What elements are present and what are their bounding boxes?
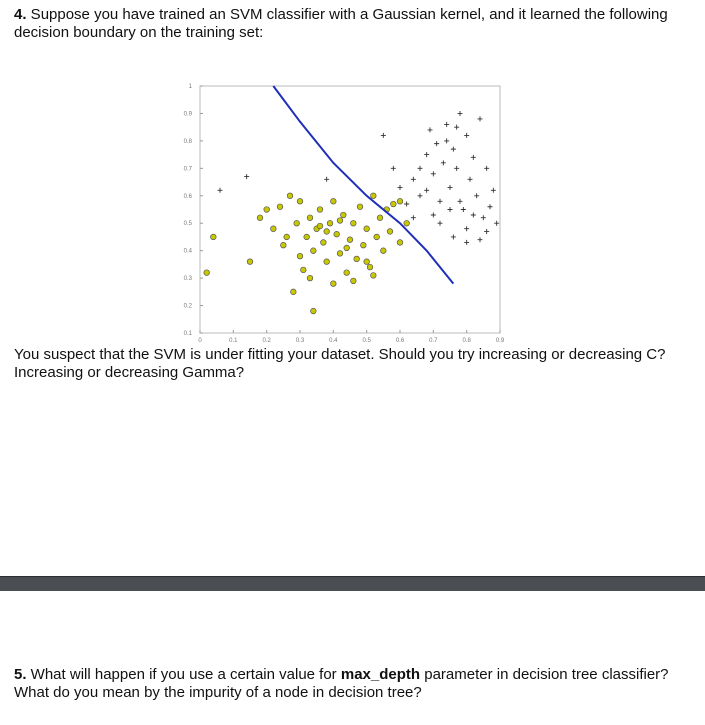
class-plus-point (484, 229, 489, 234)
class-o-point (304, 234, 310, 240)
class-o-point (301, 267, 307, 273)
class-plus-point (488, 204, 493, 209)
class-o-point (281, 242, 287, 248)
class-plus-point (418, 193, 423, 198)
class-plus-point (478, 237, 483, 242)
class-plus-points (218, 111, 500, 245)
class-plus-point (418, 166, 423, 171)
class-plus-point (404, 202, 409, 207)
class-o-point (337, 251, 343, 257)
class-o-point (277, 204, 283, 210)
class-o-point (331, 281, 337, 287)
plot-axes (200, 86, 500, 333)
class-o-point (364, 259, 370, 265)
y-tick-label: 0.1 (183, 331, 192, 337)
y-tick-label: 0.5 (183, 221, 192, 228)
class-o-point (404, 220, 410, 226)
class-o-point (324, 259, 330, 265)
page-divider (0, 576, 705, 591)
class-o-point (311, 248, 317, 254)
class-o-point (341, 212, 347, 218)
class-o-point (264, 207, 270, 213)
class-plus-point (471, 212, 476, 217)
class-plus-point (458, 199, 463, 204)
class-o-point (294, 220, 300, 226)
class-o-point (331, 198, 337, 204)
class-o-point (344, 270, 350, 276)
class-o-point (284, 234, 290, 240)
y-tick-label: 0.4 (183, 248, 192, 255)
class-o-point (291, 289, 297, 295)
x-tick-label: 0.9 (495, 338, 505, 344)
class-o-point (377, 215, 383, 221)
class-o-point (374, 234, 380, 240)
x-tick-labels (198, 338, 505, 344)
x-tick-label: 0.5 (362, 338, 371, 344)
class-o-point (361, 242, 367, 248)
class-plus-point (454, 125, 459, 130)
class-plus-point (431, 212, 436, 217)
x-tick-label: 0.7 (429, 338, 438, 344)
class-o-point (357, 204, 363, 210)
question-4 (14, 6, 674, 42)
class-o-point (364, 226, 370, 232)
y-tick-label: 0.9 (183, 111, 192, 118)
class-plus-point (454, 166, 459, 171)
class-plus-point (468, 177, 473, 182)
class-plus-point (424, 188, 429, 193)
class-o-point (297, 253, 303, 259)
class-o-point (367, 264, 373, 270)
class-o-point (371, 193, 377, 199)
class-plus-point (464, 133, 469, 138)
class-o-point (317, 223, 323, 229)
class-plus-point (444, 138, 449, 143)
question-5-bold-term: max_depth (340, 666, 421, 683)
class-o-point (397, 240, 403, 246)
y-tick-label: 0.2 (183, 303, 192, 310)
class-o-point (371, 273, 377, 279)
class-o-points (204, 193, 410, 314)
class-o-point (307, 215, 313, 221)
class-plus-point (491, 188, 496, 193)
class-o-point (347, 237, 353, 243)
class-plus-point (411, 215, 416, 220)
class-plus-point (218, 188, 223, 193)
class-plus-point (411, 177, 416, 182)
class-plus-point (484, 166, 489, 171)
class-plus-point (398, 185, 403, 190)
class-o-point (327, 220, 333, 226)
question-4-text: Suppose you have trained an SVM classifier with a Gaussian kernel, and it learned the following decision boundary on the training set: (14, 6, 668, 41)
class-o-point (337, 218, 343, 224)
class-o-point (351, 220, 357, 226)
class-plus-point (428, 127, 433, 132)
y-tick-labels (184, 84, 193, 337)
class-plus-point (444, 122, 449, 127)
question-5-number: 5. (14, 666, 27, 683)
x-tick-label: 0.8 (462, 338, 471, 344)
plot-frame (200, 86, 500, 333)
class-plus-point (244, 174, 249, 179)
class-plus-point (434, 141, 439, 146)
class-o-point (287, 193, 293, 199)
class-o-point (247, 259, 253, 265)
class-o-point (351, 278, 357, 284)
question-5-text-before: What will happen if you use a certain value for (26, 666, 341, 683)
y-tick-label: 0.7 (183, 166, 192, 173)
y-tick-label: 1 (188, 84, 192, 90)
class-o-point (311, 308, 317, 314)
class-plus-point (438, 221, 443, 226)
x-tick-label: 0.2 (262, 338, 271, 344)
class-plus-point (461, 207, 466, 212)
class-o-point (381, 248, 387, 254)
class-plus-point (481, 215, 486, 220)
class-o-point (397, 198, 403, 204)
class-o-point (344, 245, 350, 251)
question-4-number: 4. (14, 6, 27, 23)
question-4-followup: You suspect that the SVM is under fitting your dataset. Should you try increasing or decreasing C? Increasing or decreasing Gamma? (14, 346, 666, 381)
svm-decision-boundary-plot (160, 78, 505, 348)
y-tick-label: 0.6 (183, 193, 192, 200)
question-5 (14, 666, 674, 702)
class-o-point (387, 229, 393, 235)
class-plus-point (478, 116, 483, 121)
x-tick-label: 0.6 (395, 338, 405, 344)
y-tick-label: 0.3 (183, 276, 192, 283)
class-o-point (271, 226, 277, 232)
y-tick-label: 0.8 (183, 138, 192, 145)
class-plus-point (451, 234, 456, 239)
x-tick-label: 0 (198, 338, 202, 344)
class-o-point (307, 275, 313, 281)
x-tick-label: 0.3 (295, 338, 305, 344)
class-plus-point (458, 111, 463, 116)
class-plus-point (438, 199, 443, 204)
class-plus-point (424, 152, 429, 157)
class-o-point (317, 207, 323, 213)
x-tick-label: 0.4 (329, 338, 338, 344)
class-plus-point (431, 171, 436, 176)
class-plus-point (464, 226, 469, 231)
question-5-text-after: parameter in decision tree classifier? What do you mean by the impurity of a node in decision tree? (14, 666, 669, 701)
class-o-point (391, 201, 397, 207)
class-plus-point (381, 133, 386, 138)
class-plus-point (441, 160, 446, 165)
class-plus-point (451, 147, 456, 152)
class-plus-point (391, 166, 396, 171)
class-o-point (321, 240, 327, 246)
class-plus-point (464, 240, 469, 245)
class-plus-point (448, 185, 453, 190)
class-o-point (211, 234, 217, 240)
class-plus-point (324, 177, 329, 182)
class-o-point (204, 270, 210, 276)
class-plus-point (471, 155, 476, 160)
class-o-point (324, 229, 330, 235)
class-o-point (297, 198, 303, 204)
class-plus-point (474, 193, 479, 198)
class-o-point (334, 231, 340, 237)
class-plus-point (448, 207, 453, 212)
x-tick-label: 0.1 (229, 338, 238, 344)
class-plus-point (494, 221, 499, 226)
class-o-point (257, 215, 263, 221)
class-o-point (354, 256, 360, 262)
